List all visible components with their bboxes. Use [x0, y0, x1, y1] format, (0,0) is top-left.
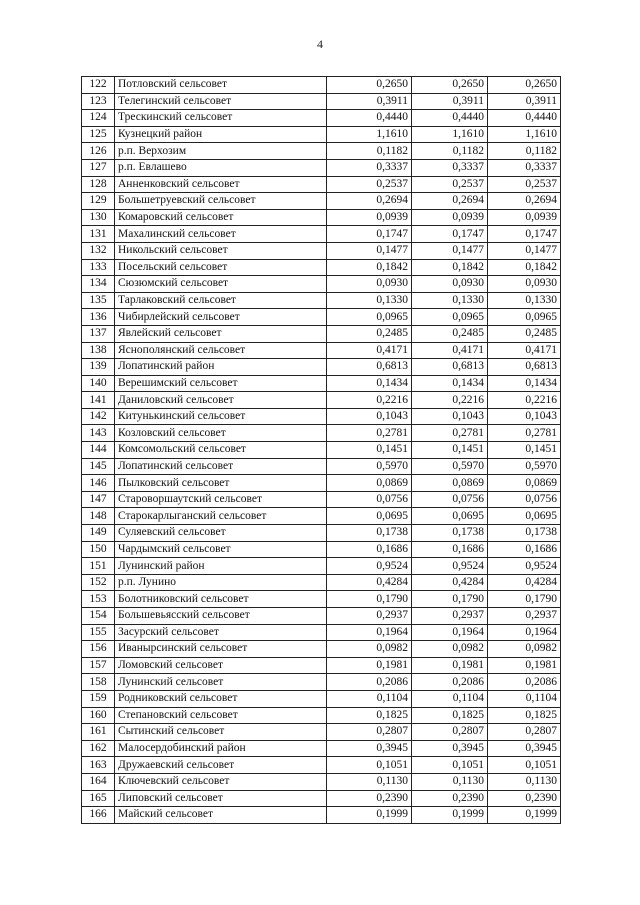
table-row [82, 740, 561, 757]
row-value-3-cell: 0,0939 [488, 209, 561, 226]
row-name-cell: Дружаевский сельсовет [115, 757, 327, 774]
table-row [82, 475, 561, 492]
table-row [82, 93, 561, 110]
row-number-cell: 152 [82, 574, 115, 591]
row-name-cell: р.п. Лунино [115, 574, 327, 591]
row-value-1-cell: 0,1130 [327, 773, 412, 790]
row-number-cell: 130 [82, 209, 115, 226]
row-value-3-cell: 0,1686 [488, 541, 561, 558]
row-value-2-cell: 0,2694 [412, 193, 488, 210]
row-name-cell: Козловский сельсовет [115, 425, 327, 442]
table-row [82, 525, 561, 542]
row-value-3-cell: 0,6813 [488, 359, 561, 376]
row-value-3-cell: 0,2807 [488, 724, 561, 741]
table-row [82, 757, 561, 774]
row-value-1-cell: 0,1451 [327, 442, 412, 459]
row-name-cell: Малосердобинский район [115, 740, 327, 757]
row-value-3-cell: 0,2086 [488, 674, 561, 691]
row-value-3-cell: 0,2781 [488, 425, 561, 442]
row-number-cell: 141 [82, 392, 115, 409]
row-value-1-cell: 0,1738 [327, 525, 412, 542]
row-value-2-cell: 0,1182 [412, 143, 488, 160]
table-row [82, 292, 561, 309]
row-number-cell: 124 [82, 110, 115, 127]
row-value-3-cell: 0,1738 [488, 525, 561, 542]
row-value-2-cell: 0,3337 [412, 159, 488, 176]
row-name-cell: Комсомольский сельсовет [115, 442, 327, 459]
row-value-3-cell: 0,2485 [488, 325, 561, 342]
row-value-1-cell: 0,5970 [327, 458, 412, 475]
row-number-cell: 157 [82, 657, 115, 674]
row-value-2-cell: 0,0695 [412, 508, 488, 525]
row-value-1-cell: 0,1964 [327, 624, 412, 641]
table-row [82, 342, 561, 359]
row-name-cell: Трескинский сельсовет [115, 110, 327, 127]
row-number-cell: 159 [82, 690, 115, 707]
row-number-cell: 133 [82, 259, 115, 276]
table-row [82, 242, 561, 259]
row-value-3-cell: 0,0695 [488, 508, 561, 525]
row-value-3-cell: 0,1330 [488, 292, 561, 309]
row-number-cell: 145 [82, 458, 115, 475]
table-row [82, 707, 561, 724]
table-row [82, 375, 561, 392]
row-number-cell: 128 [82, 176, 115, 193]
row-value-1-cell: 0,2781 [327, 425, 412, 442]
row-value-2-cell: 0,1051 [412, 757, 488, 774]
row-value-3-cell: 0,1130 [488, 773, 561, 790]
row-number-cell: 144 [82, 442, 115, 459]
row-value-3-cell: 0,1182 [488, 143, 561, 160]
row-value-1-cell: 0,1747 [327, 226, 412, 243]
row-value-3-cell: 0,3911 [488, 93, 561, 110]
row-number-cell: 137 [82, 325, 115, 342]
row-name-cell: Сытинский сельсовет [115, 724, 327, 741]
row-value-1-cell: 0,0982 [327, 641, 412, 658]
row-name-cell: Майский сельсовет [115, 807, 327, 824]
row-value-1-cell: 0,2650 [327, 77, 412, 94]
row-value-2-cell: 0,1477 [412, 242, 488, 259]
row-value-2-cell: 0,1842 [412, 259, 488, 276]
row-value-1-cell: 0,4284 [327, 574, 412, 591]
row-name-cell: Чибирлейский сельсовет [115, 309, 327, 326]
row-name-cell: Лунинский сельсовет [115, 674, 327, 691]
row-value-2-cell: 0,0930 [412, 276, 488, 293]
row-value-3-cell: 0,2390 [488, 790, 561, 807]
row-name-cell: Явлейский сельсовет [115, 325, 327, 342]
row-value-2-cell: 0,0869 [412, 475, 488, 492]
row-value-2-cell: 0,5970 [412, 458, 488, 475]
row-value-3-cell: 0,3945 [488, 740, 561, 757]
row-value-3-cell: 0,1451 [488, 442, 561, 459]
row-name-cell: Ломовский сельсовет [115, 657, 327, 674]
row-value-2-cell: 0,1043 [412, 408, 488, 425]
row-value-2-cell: 1,1610 [412, 126, 488, 143]
row-number-cell: 158 [82, 674, 115, 691]
row-value-2-cell: 0,1790 [412, 591, 488, 608]
row-number-cell: 146 [82, 475, 115, 492]
row-value-1-cell: 0,2485 [327, 325, 412, 342]
row-value-1-cell: 0,3337 [327, 159, 412, 176]
row-name-cell: Большетруевский сельсовет [115, 193, 327, 210]
row-name-cell: р.п. Верхозим [115, 143, 327, 160]
row-value-1-cell: 0,1790 [327, 591, 412, 608]
row-value-3-cell: 0,9524 [488, 558, 561, 575]
row-value-1-cell: 0,4440 [327, 110, 412, 127]
row-value-2-cell: 0,4440 [412, 110, 488, 127]
row-value-3-cell: 0,1825 [488, 707, 561, 724]
row-value-2-cell: 0,4171 [412, 342, 488, 359]
row-value-1-cell: 0,1999 [327, 807, 412, 824]
row-value-1-cell: 0,2390 [327, 790, 412, 807]
row-value-3-cell: 0,0756 [488, 491, 561, 508]
row-name-cell: Суляевский сельсовет [115, 525, 327, 542]
row-name-cell: р.п. Евлашево [115, 159, 327, 176]
row-value-1-cell: 0,1686 [327, 541, 412, 558]
row-number-cell: 129 [82, 193, 115, 210]
row-number-cell: 148 [82, 508, 115, 525]
row-number-cell: 135 [82, 292, 115, 309]
row-value-3-cell: 0,1043 [488, 408, 561, 425]
row-name-cell: Верешимский сельсовет [115, 375, 327, 392]
row-number-cell: 149 [82, 525, 115, 542]
row-value-2-cell: 0,1981 [412, 657, 488, 674]
row-value-2-cell: 0,9524 [412, 558, 488, 575]
row-value-3-cell: 0,1790 [488, 591, 561, 608]
table-row [82, 641, 561, 658]
row-value-2-cell: 0,1738 [412, 525, 488, 542]
table-row [82, 392, 561, 409]
row-value-2-cell: 0,2937 [412, 608, 488, 625]
row-value-2-cell: 0,2650 [412, 77, 488, 94]
row-name-cell: Лопатинский сельсовет [115, 458, 327, 475]
row-value-2-cell: 0,2781 [412, 425, 488, 442]
row-name-cell: Чардымский сельсовет [115, 541, 327, 558]
row-name-cell: Кузнецкий район [115, 126, 327, 143]
table-row [82, 442, 561, 459]
row-name-cell: Махалинский сельсовет [115, 226, 327, 243]
row-value-1-cell: 0,2694 [327, 193, 412, 210]
row-value-3-cell: 0,2537 [488, 176, 561, 193]
row-value-3-cell: 0,1999 [488, 807, 561, 824]
row-value-1-cell: 0,1051 [327, 757, 412, 774]
row-value-3-cell: 0,0982 [488, 641, 561, 658]
row-number-cell: 155 [82, 624, 115, 641]
table-row [82, 690, 561, 707]
row-value-1-cell: 0,0965 [327, 309, 412, 326]
row-name-cell: Даниловский сельсовет [115, 392, 327, 409]
table-row [82, 359, 561, 376]
row-value-1-cell: 0,1825 [327, 707, 412, 724]
row-value-2-cell: 0,1130 [412, 773, 488, 790]
row-number-cell: 143 [82, 425, 115, 442]
row-value-3-cell: 0,2216 [488, 392, 561, 409]
row-value-2-cell: 0,1330 [412, 292, 488, 309]
row-name-cell: Лунинский район [115, 558, 327, 575]
row-value-3-cell: 0,4440 [488, 110, 561, 127]
row-number-cell: 163 [82, 757, 115, 774]
row-number-cell: 156 [82, 641, 115, 658]
table-row [82, 624, 561, 641]
row-number-cell: 153 [82, 591, 115, 608]
row-name-cell: Большевьясский сельсовет [115, 608, 327, 625]
row-name-cell: Староворшаутский сельсовет [115, 491, 327, 508]
row-value-3-cell: 0,0965 [488, 309, 561, 326]
table-row [82, 574, 561, 591]
row-name-cell: Посельский сельсовет [115, 259, 327, 276]
row-number-cell: 126 [82, 143, 115, 160]
row-value-3-cell: 0,3337 [488, 159, 561, 176]
row-value-1-cell: 0,2937 [327, 608, 412, 625]
table-row [82, 807, 561, 824]
row-value-2-cell: 0,6813 [412, 359, 488, 376]
row-value-1-cell: 0,1434 [327, 375, 412, 392]
row-name-cell: Ключевский сельсовет [115, 773, 327, 790]
table-row [82, 657, 561, 674]
row-value-2-cell: 0,1686 [412, 541, 488, 558]
row-value-2-cell: 0,1999 [412, 807, 488, 824]
row-value-3-cell: 0,0930 [488, 276, 561, 293]
table-row [82, 193, 561, 210]
data-table [81, 76, 561, 824]
row-value-1-cell: 0,9524 [327, 558, 412, 575]
row-value-2-cell: 0,1825 [412, 707, 488, 724]
row-number-cell: 131 [82, 226, 115, 243]
table-row [82, 508, 561, 525]
table-row [82, 541, 561, 558]
row-value-3-cell: 0,0869 [488, 475, 561, 492]
table-row [82, 209, 561, 226]
table-row [82, 408, 561, 425]
row-number-cell: 162 [82, 740, 115, 757]
table-row [82, 491, 561, 508]
table-row [82, 126, 561, 143]
row-value-3-cell: 0,4284 [488, 574, 561, 591]
row-value-1-cell: 0,2086 [327, 674, 412, 691]
row-value-2-cell: 0,2216 [412, 392, 488, 409]
row-value-2-cell: 0,0965 [412, 309, 488, 326]
row-name-cell: Потловский сельсовет [115, 77, 327, 94]
row-number-cell: 138 [82, 342, 115, 359]
row-number-cell: 122 [82, 77, 115, 94]
row-value-3-cell: 0,1747 [488, 226, 561, 243]
row-value-3-cell: 0,1434 [488, 375, 561, 392]
table-row [82, 790, 561, 807]
row-value-2-cell: 0,3945 [412, 740, 488, 757]
row-value-1-cell: 0,3945 [327, 740, 412, 757]
row-name-cell: Степановский сельсовет [115, 707, 327, 724]
row-value-3-cell: 0,2694 [488, 193, 561, 210]
row-value-1-cell: 1,1610 [327, 126, 412, 143]
row-value-1-cell: 0,1043 [327, 408, 412, 425]
row-value-3-cell: 0,1477 [488, 242, 561, 259]
row-value-1-cell: 0,1182 [327, 143, 412, 160]
row-value-1-cell: 0,0930 [327, 276, 412, 293]
row-name-cell: Старокарлыганский сельсовет [115, 508, 327, 525]
row-value-2-cell: 0,0756 [412, 491, 488, 508]
row-value-1-cell: 0,1477 [327, 242, 412, 259]
row-number-cell: 150 [82, 541, 115, 558]
row-value-1-cell: 0,2537 [327, 176, 412, 193]
row-value-2-cell: 0,2390 [412, 790, 488, 807]
table-row [82, 159, 561, 176]
row-value-2-cell: 0,1451 [412, 442, 488, 459]
row-number-cell: 164 [82, 773, 115, 790]
row-value-1-cell: 0,2807 [327, 724, 412, 741]
row-number-cell: 140 [82, 375, 115, 392]
table-row [82, 226, 561, 243]
row-name-cell: Иванырсинский сельсовет [115, 641, 327, 658]
row-number-cell: 142 [82, 408, 115, 425]
table-row [82, 773, 561, 790]
row-value-1-cell: 0,1842 [327, 259, 412, 276]
row-value-2-cell: 0,1964 [412, 624, 488, 641]
row-name-cell: Засурский сельсовет [115, 624, 327, 641]
row-value-3-cell: 0,1981 [488, 657, 561, 674]
row-value-3-cell: 0,5970 [488, 458, 561, 475]
row-value-2-cell: 0,1434 [412, 375, 488, 392]
table-row [82, 176, 561, 193]
row-name-cell: Никольский сельсовет [115, 242, 327, 259]
row-value-3-cell: 1,1610 [488, 126, 561, 143]
row-number-cell: 132 [82, 242, 115, 259]
row-number-cell: 151 [82, 558, 115, 575]
row-name-cell: Тарлаковский сельсовет [115, 292, 327, 309]
row-value-2-cell: 0,2537 [412, 176, 488, 193]
row-value-2-cell: 0,1747 [412, 226, 488, 243]
row-value-3-cell: 0,1964 [488, 624, 561, 641]
row-number-cell: 136 [82, 309, 115, 326]
table-row [82, 77, 561, 94]
row-value-1-cell: 0,0869 [327, 475, 412, 492]
table-row [82, 325, 561, 342]
row-value-2-cell: 0,0939 [412, 209, 488, 226]
row-number-cell: 139 [82, 359, 115, 376]
row-name-cell: Родниковский сельсовет [115, 690, 327, 707]
row-value-1-cell: 0,0756 [327, 491, 412, 508]
row-value-2-cell: 0,2485 [412, 325, 488, 342]
row-number-cell: 161 [82, 724, 115, 741]
row-value-2-cell: 0,3911 [412, 93, 488, 110]
row-value-1-cell: 0,6813 [327, 359, 412, 376]
row-value-3-cell: 0,2650 [488, 77, 561, 94]
row-number-cell: 125 [82, 126, 115, 143]
row-value-2-cell: 0,4284 [412, 574, 488, 591]
row-value-2-cell: 0,2807 [412, 724, 488, 741]
row-value-1-cell: 0,1104 [327, 690, 412, 707]
row-number-cell: 147 [82, 491, 115, 508]
table-row [82, 558, 561, 575]
row-number-cell: 127 [82, 159, 115, 176]
row-value-3-cell: 0,1842 [488, 259, 561, 276]
row-value-1-cell: 0,0939 [327, 209, 412, 226]
row-name-cell: Комаровский сельсовет [115, 209, 327, 226]
table-row [82, 259, 561, 276]
row-name-cell: Китунькинский сельсовет [115, 408, 327, 425]
row-name-cell: Лопатинский район [115, 359, 327, 376]
row-number-cell: 134 [82, 276, 115, 293]
row-value-3-cell: 0,1051 [488, 757, 561, 774]
table-row [82, 674, 561, 691]
row-value-2-cell: 0,0982 [412, 641, 488, 658]
row-name-cell: Анненковский сельсовет [115, 176, 327, 193]
table-row [82, 425, 561, 442]
row-name-cell: Сюзюмский сельсовет [115, 276, 327, 293]
table-body [82, 77, 561, 824]
table-row [82, 608, 561, 625]
row-value-3-cell: 0,1104 [488, 690, 561, 707]
page-number: 4 [317, 37, 323, 51]
row-value-2-cell: 0,2086 [412, 674, 488, 691]
table-row [82, 276, 561, 293]
row-value-2-cell: 0,1104 [412, 690, 488, 707]
row-number-cell: 123 [82, 93, 115, 110]
table-row [82, 724, 561, 741]
row-number-cell: 160 [82, 707, 115, 724]
row-value-3-cell: 0,4171 [488, 342, 561, 359]
row-name-cell: Телегинский сельсовет [115, 93, 327, 110]
row-value-1-cell: 0,0695 [327, 508, 412, 525]
table-row [82, 458, 561, 475]
row-value-1-cell: 0,4171 [327, 342, 412, 359]
table-row [82, 143, 561, 160]
row-name-cell: Болотниковский сельсовет [115, 591, 327, 608]
row-value-1-cell: 0,3911 [327, 93, 412, 110]
row-value-3-cell: 0,2937 [488, 608, 561, 625]
row-number-cell: 166 [82, 807, 115, 824]
row-value-1-cell: 0,2216 [327, 392, 412, 409]
row-number-cell: 165 [82, 790, 115, 807]
row-name-cell: Пылковский сельсовет [115, 475, 327, 492]
row-name-cell: Яснополянский сельсовет [115, 342, 327, 359]
row-value-1-cell: 0,1981 [327, 657, 412, 674]
table-row [82, 591, 561, 608]
table-row [82, 110, 561, 127]
row-number-cell: 154 [82, 608, 115, 625]
table-row [82, 309, 561, 326]
row-name-cell: Липовский сельсовет [115, 790, 327, 807]
row-value-1-cell: 0,1330 [327, 292, 412, 309]
